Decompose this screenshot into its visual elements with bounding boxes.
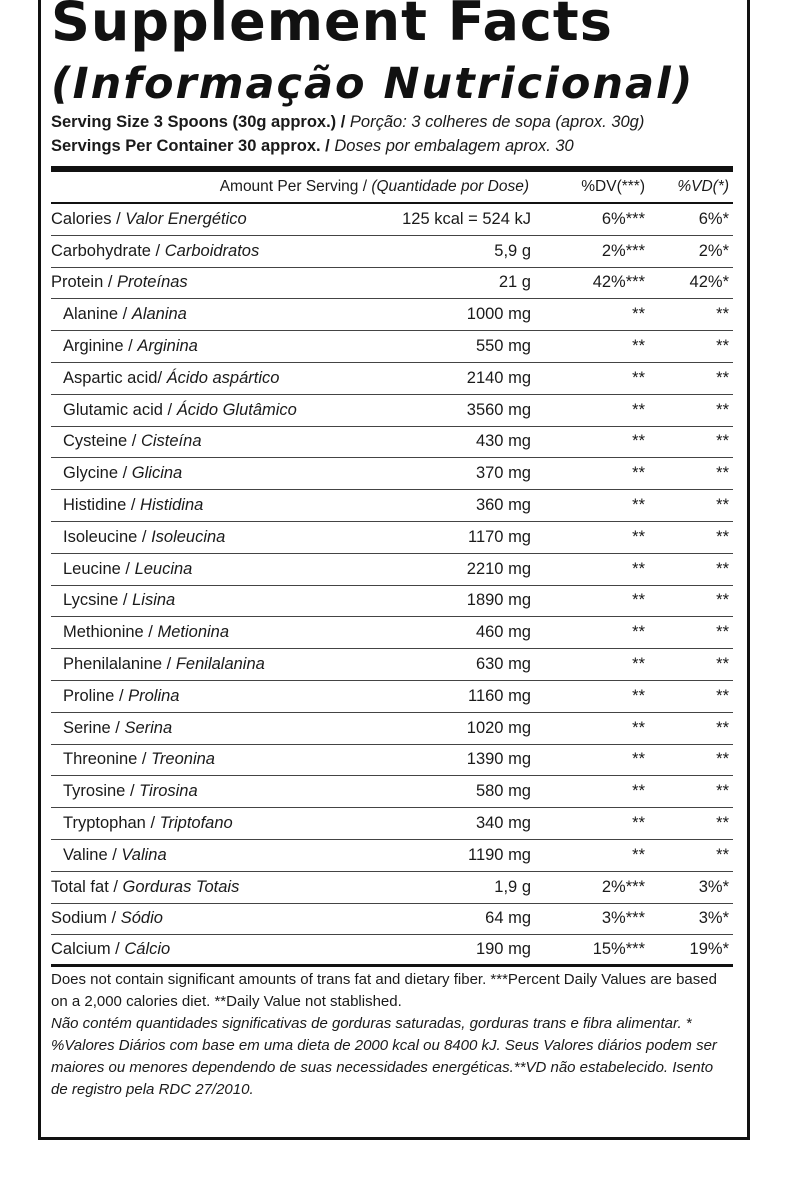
nutrient-name [51, 750, 381, 769]
nutrient-dv: ** [632, 750, 645, 769]
nutrient-amount: 21 g [498, 273, 531, 292]
table-row [51, 840, 733, 872]
nutrient-dv: ** [632, 496, 645, 515]
nutrient-name-en: Glycine / [63, 464, 128, 483]
nutrient-amount: 1,9 g [494, 877, 531, 896]
nutrient-dv: ** [632, 464, 645, 483]
table-row [51, 299, 733, 331]
nutrient-name-pt: Tirosina [139, 782, 198, 801]
footnote-en: Does not contain significant amounts of trans fat and dietary fiber. ***Percent Daily Values are based on a 2,000 calories diet. **Daily Value not stablished. [51, 971, 717, 1011]
nutrient-vd: ** [716, 527, 729, 546]
servings-per-en: Servings Per Container 30 approx. / [51, 137, 330, 155]
label-title: Supplement Facts [51, 0, 613, 53]
serving-size-en: Serving Size 3 Spoons (30g approx.) / [51, 113, 346, 131]
nutrient-vd: ** [716, 845, 729, 864]
table-row [51, 904, 733, 936]
nutrient-name [51, 940, 381, 959]
table-row [51, 236, 733, 268]
nutrient-amount: 5,9 g [494, 241, 531, 260]
serving-size-line [51, 110, 733, 134]
nutrient-name [51, 464, 381, 483]
nutrient-amount: 1000 mg [466, 305, 531, 324]
nutrient-dv: ** [632, 559, 645, 578]
nutrient-vd: ** [716, 305, 729, 324]
nutrient-name-en: Threonine / [63, 750, 147, 769]
nutrient-name [51, 369, 381, 388]
nutrient-dv: ** [632, 782, 645, 801]
nutrient-vd: ** [716, 368, 729, 387]
nutrient-name [51, 305, 381, 324]
nutrient-name-pt: Metionina [157, 623, 230, 642]
nutrient-name-en: Lycsine / [63, 591, 128, 610]
nutrient-dv: ** [632, 305, 645, 324]
nutrient-dv: ** [632, 655, 645, 674]
nutrient-name-pt: Cisteína [140, 432, 202, 451]
table-row [51, 935, 733, 967]
nutrient-name-pt: Leucina [134, 559, 193, 578]
serving-size-pt: Porção: 3 colheres de sopa (aprox. 30g) [349, 113, 645, 131]
nutrient-name-en: Total fat / [51, 877, 118, 896]
servings-per-container-line [51, 134, 733, 158]
nutrient-dv: 42%*** [592, 273, 645, 292]
nutrient-amount: 3560 mg [466, 400, 531, 419]
nutrient-amount: 1020 mg [466, 718, 531, 737]
table-row [51, 458, 733, 490]
table-row [51, 331, 733, 363]
nutrient-vd: 42%* [689, 273, 729, 292]
nutrient-name-pt: Gorduras Totais [122, 877, 240, 896]
nutrient-vd: 3%* [698, 909, 729, 928]
nutrient-amount: 430 mg [475, 432, 531, 451]
header-vd: %VD(*) [677, 178, 729, 195]
nutrient-dv: ** [632, 845, 645, 864]
table-row [51, 204, 733, 236]
table-row [51, 427, 733, 459]
nutrient-name-pt: Alanina [131, 305, 187, 324]
nutrient-amount: 580 mg [475, 782, 531, 801]
nutrient-name-en: Tyrosine / [63, 782, 135, 801]
nutrient-name-pt: Glicina [131, 464, 183, 483]
nutrient-amount: 125 kcal = 524 kJ [402, 209, 531, 228]
nutrient-dv: ** [632, 400, 645, 419]
nutrient-vd: ** [716, 400, 729, 419]
nutrient-amount: 370 mg [475, 464, 531, 483]
nutrient-amount: 340 mg [475, 814, 531, 833]
nutrient-name [51, 909, 381, 928]
nutrient-dv: ** [632, 623, 645, 642]
nutrient-name-en: Arginine / [63, 337, 133, 356]
nutrient-vd: 6%* [698, 209, 729, 228]
nutrient-name [51, 814, 381, 833]
nutrient-name-en: Phenilalanine / [63, 655, 172, 674]
nutrient-vd: ** [716, 464, 729, 483]
nutrient-vd: ** [716, 591, 729, 610]
nutrient-name [51, 432, 381, 451]
table-row [51, 586, 733, 618]
nutrient-dv: ** [632, 337, 645, 356]
header-dv: %DV(***) [581, 178, 645, 195]
nutrient-vd: ** [716, 814, 729, 833]
table-row [51, 681, 733, 713]
nutrient-table [51, 204, 733, 967]
table-row [51, 649, 733, 681]
table-row [51, 363, 733, 395]
table-row [51, 268, 733, 300]
table-header [51, 172, 733, 204]
nutrient-name-en: Serine / [63, 718, 120, 737]
nutrient-dv: 2%*** [601, 241, 645, 260]
nutrient-name-pt: Treonina [151, 750, 215, 769]
nutrient-vd: ** [716, 559, 729, 578]
nutrient-vd: ** [716, 655, 729, 674]
nutrient-amount: 1390 mg [466, 750, 531, 769]
nutrient-vd: ** [716, 496, 729, 515]
nutrient-name [51, 242, 381, 261]
nutrient-vd: ** [716, 750, 729, 769]
nutrient-name-pt: Histidina [140, 496, 204, 515]
nutrient-vd: ** [716, 623, 729, 642]
nutrient-name-en: Tryptophan / [63, 814, 156, 833]
nutrient-name [51, 623, 381, 642]
header-amount [51, 178, 531, 196]
nutrient-dv: ** [632, 432, 645, 451]
nutrient-name-en: Alanine / [63, 305, 128, 324]
table-row [51, 776, 733, 808]
footnote-pt: Não contém quantidades significativas de gorduras saturadas, gorduras trans e fibra alimentar. * %Valores Diários com base em uma dieta de 2000 kcal ou 8400 kJ. Seus Valores diários podem ser maiores ou menores dependendo de suas necessidades energéticas.**VD não estabelecido. Isento de registro pela RDC 27/2010. [51, 1015, 717, 1099]
nutrient-amount: 1170 mg [468, 527, 531, 546]
nutrient-amount: 630 mg [475, 655, 531, 674]
table-row [51, 713, 733, 745]
nutrient-name [51, 782, 381, 801]
nutrient-name-pt: Serina [124, 718, 173, 737]
nutrient-name-en: Valine / [63, 845, 117, 864]
nutrient-name-en: Carbohydrate / [51, 241, 161, 260]
nutrient-name-en: Aspartic acid/ [63, 368, 163, 387]
nutrient-name [51, 528, 381, 547]
servings-per-pt: Doses por embalagem aprox. 30 [334, 137, 574, 155]
nutrient-name [51, 337, 381, 356]
nutrient-amount: 1190 mg [468, 845, 531, 864]
nutrient-name-pt: Valor Energético [125, 209, 247, 228]
nutrient-dv: ** [632, 814, 645, 833]
nutrient-amount: 550 mg [475, 337, 531, 356]
nutrition-facts-panel [38, 0, 750, 1140]
nutrient-vd: 3%* [698, 877, 729, 896]
table-row [51, 745, 733, 777]
nutrient-name-en: Sodium / [51, 909, 117, 928]
nutrient-name-pt: Triptofano [159, 814, 233, 833]
table-row [51, 808, 733, 840]
nutrient-name [51, 846, 381, 865]
nutrient-amount: 1160 mg [468, 686, 531, 705]
nutrient-amount: 2140 mg [466, 368, 531, 387]
label-subtitle: (Informação Nutricional) [51, 59, 695, 109]
nutrient-name-pt: Isoleucina [151, 527, 226, 546]
nutrient-amount: 2210 mg [466, 559, 531, 578]
nutrient-name [51, 560, 381, 579]
nutrient-name-pt: Arginina [137, 337, 198, 356]
nutrient-vd: 19%* [689, 940, 729, 959]
nutrient-name-en: Glutamic acid / [63, 400, 173, 419]
nutrient-name [51, 273, 381, 292]
nutrient-name-en: Proline / [63, 686, 124, 705]
nutrient-amount: 360 mg [475, 496, 531, 515]
header-amount-pt: (Quantidade por Dose) [371, 178, 529, 195]
header-amount-en: Amount Per Serving / [219, 178, 368, 195]
nutrient-name-pt: Prolina [128, 686, 180, 705]
nutrient-vd: ** [716, 337, 729, 356]
nutrient-vd: ** [716, 432, 729, 451]
nutrient-name-en: Calcium / [51, 940, 120, 959]
footnote [51, 967, 733, 1101]
nutrient-dv: ** [632, 527, 645, 546]
nutrient-name [51, 878, 381, 897]
nutrient-name [51, 719, 381, 738]
table-row [51, 554, 733, 586]
nutrient-name-en: Cysteine / [63, 432, 137, 451]
table-row [51, 395, 733, 427]
nutrient-name-en: Methionine / [63, 623, 153, 642]
nutrient-dv: 3%*** [601, 909, 645, 928]
nutrient-name-pt: Proteínas [117, 273, 188, 292]
nutrient-name-en: Calories / [51, 209, 121, 228]
nutrient-amount: 460 mg [475, 623, 531, 642]
nutrient-vd: ** [716, 718, 729, 737]
nutrient-dv: 6%*** [601, 209, 645, 228]
nutrient-amount: 1890 mg [466, 591, 531, 610]
nutrient-name-en: Leucine / [63, 559, 130, 578]
nutrient-amount: 64 mg [485, 909, 531, 928]
nutrient-name-pt: Fenilalanina [175, 655, 265, 674]
nutrient-vd: 2%* [698, 241, 729, 260]
nutrient-name-en: Protein / [51, 273, 113, 292]
nutrient-dv: 2%*** [601, 877, 645, 896]
nutrient-name [51, 655, 381, 674]
nutrient-name-pt: Lisina [132, 591, 176, 610]
nutrient-name [51, 687, 381, 706]
table-row [51, 872, 733, 904]
nutrient-amount: 190 mg [475, 940, 531, 959]
nutrient-name [51, 496, 381, 515]
nutrient-name-pt: Cálcio [124, 940, 171, 959]
table-row [51, 490, 733, 522]
nutrient-name [51, 591, 381, 610]
table-row [51, 617, 733, 649]
nutrient-name [51, 210, 381, 229]
nutrient-vd: ** [716, 782, 729, 801]
nutrient-name-pt: Sódio [120, 909, 163, 928]
nutrient-name-pt: Carboidratos [164, 241, 260, 260]
nutrient-vd: ** [716, 686, 729, 705]
nutrient-dv: 15%*** [592, 940, 645, 959]
nutrient-name-en: Isoleucine / [63, 527, 147, 546]
nutrient-dv: ** [632, 591, 645, 610]
nutrient-name-pt: Ácido aspártico [166, 368, 280, 387]
nutrient-dv: ** [632, 686, 645, 705]
nutrient-name-en: Histidine / [63, 496, 136, 515]
nutrient-name-pt: Ácido Glutâmico [176, 400, 297, 419]
nutrient-name-pt: Valina [121, 845, 167, 864]
nutrient-dv: ** [632, 368, 645, 387]
table-row [51, 522, 733, 554]
nutrient-name [51, 401, 381, 420]
nutrient-dv: ** [632, 718, 645, 737]
